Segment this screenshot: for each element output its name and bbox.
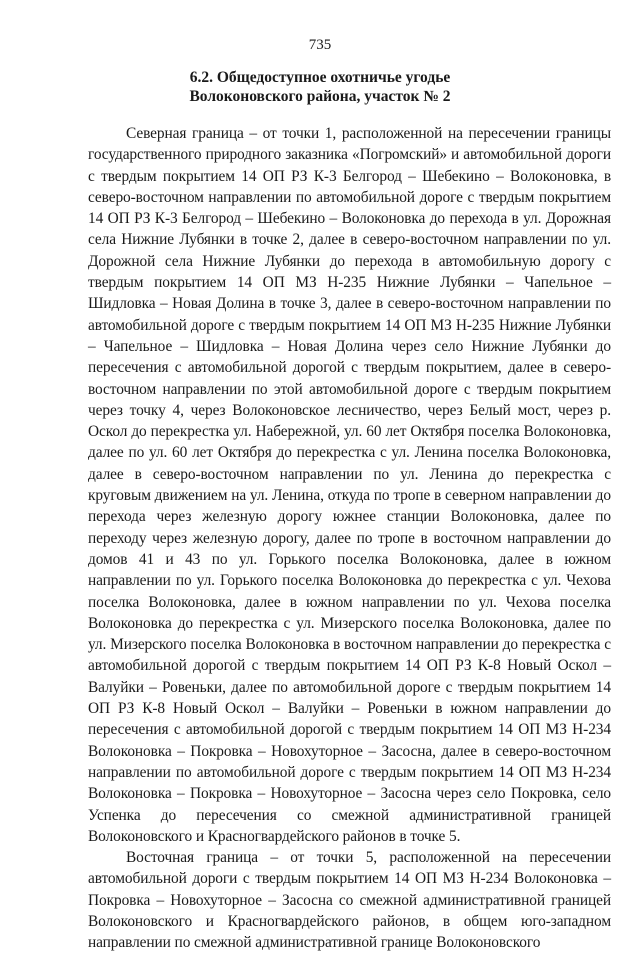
section-title-line-2: Волоконовского района, участок № 2	[189, 88, 451, 105]
paragraph-eastern-border: Восточная граница – от точки 5, расположенной на пересечении автомобильной дороги с твердым покрытием 14 ОП МЗ Н-234 Волоконовка – Покровка – Новохуторное – Засосна со смежной административной границей Волоконовского и Красногвардейского районов, в общем юго-западном направлении по смежной административной границе Волоконовского	[88, 849, 611, 952]
section-title-line-1: 6.2. Общедоступное охотничье угодье	[189, 69, 451, 86]
document-body	[88, 123, 611, 954]
paragraph-northern-border: Северная граница – от точки 1, расположенной на пересечении границы государственного природного заказника «Погромский» и автомобильной дороги с твердым покрытием 14 ОП РЗ К-3 Белгород – Шебекино – Волоконовка, в северо-восточном направлении по автомобильной дороге с твердым покрытием 14 ОП РЗ К-3 Белгород – Шебекино – Волоконовка до перехода в ул. Дорожная села Нижние Лубянки в точке 2, далее в северо-восточном направлении по ул. Дорожной села Нижние Лубянки до перехода в автомобильную дорогу с твердым покрытием 14 ОП МЗ Н-235 Нижние Лубянки – Чапельное – Шидловка – Новая Долина в точке 3, далее в северо-восточном направлении по автомобильной дороге с твердым покрытием 14 ОП МЗ Н-235 Нижние Лубянки – Чапельное – Шидловка – Новая Долина через село Нижние Лубянки до пересечения с автомобильной дорогой с твердым покрытием, далее в северо-восточном направлении по этой автомобильной дороге с твердым покрытием через точку 4, через Волоконовское лесничество, через Белый мост, через р. Оскол до перекрестка ул. Набережной, ул. 60 лет Октября поселка Волоконовка, далее по ул. 60 лет Октября до перекрестка с ул. Ленина поселка Волоконовка, далее в северо-восточном направлении по ул. Ленина до перекрестка с круговым движением на ул. Ленина, откуда по тропе в северном направлении до перехода через железную дорогу южнее станции Волоконовка, далее по переходу через железную дорогу, далее по тропе в восточном направлении до домов 41 и 43 по ул. Горького поселка Волоконовка, далее в южном направлении по ул. Горького поселка Волоконовка до перекрестка с ул. Чехова поселка Волоконовка, далее в южном направлении по ул. Чехова поселка Волоконовка до перекрестка с ул. Мизерского поселка Волоконовка, далее по ул. Мизерского поселка Волоконовка в восточном направлении до перекрестка с автомобильной дорогой с твердым покрытием 14 ОП РЗ К-8 Новый Оскол – Валуйки – Ровеньки, далее по автомобильной дороге с твердым покрытием 14 ОП РЗ К-8 Новый Оскол – Валуйки – Ровеньки в южном направлении до пересечения с автомобильной дорогой с твердым покрытием 14 ОП МЗ Н-234 Волоконовка – Покровка – Новохуторное – Засосна, далее в северо-восточном направлении по автомобильной дороге с твердым покрытием 14 ОП МЗ Н-234 Волоконовка – Покровка – Новохуторное – Засосна через село Покровка, село Успенка до пересечения со смежной административной границей Волоконовского и Красногвардейского районов в точке 5.	[88, 125, 611, 845]
page-number: 735	[308, 37, 332, 53]
section-title	[0, 68, 640, 106]
